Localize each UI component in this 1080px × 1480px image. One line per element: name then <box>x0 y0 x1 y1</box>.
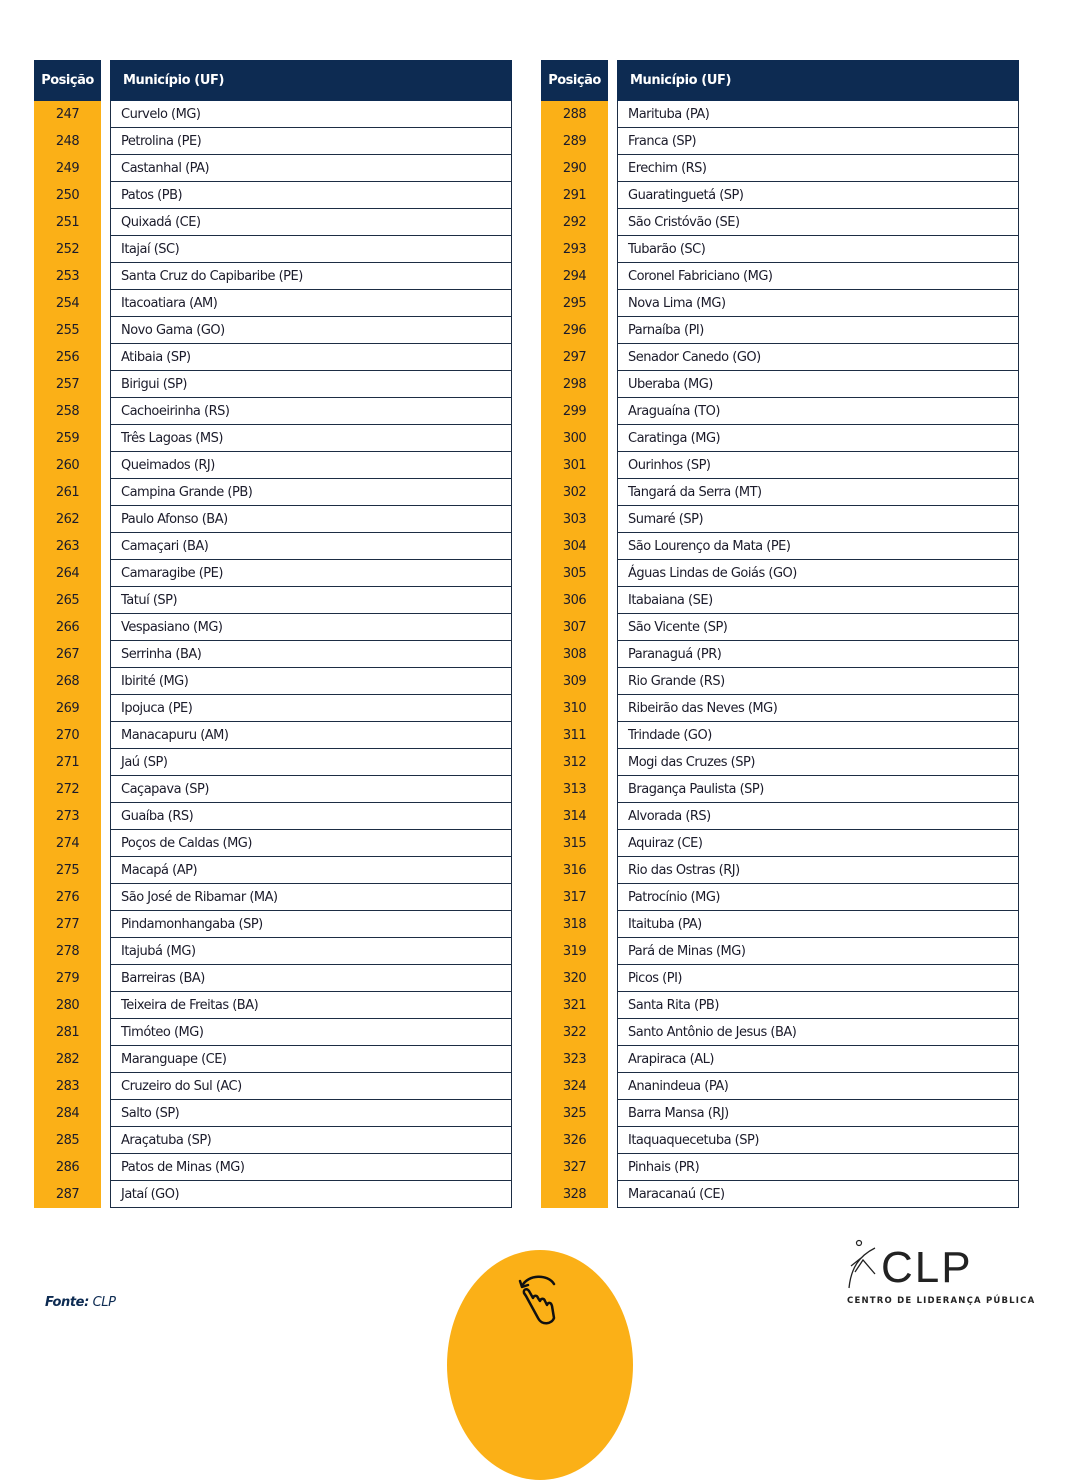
position-cell: 273 <box>34 803 101 830</box>
municipality-cell: Trindade (GO) <box>617 722 1019 749</box>
position-cell: 305 <box>541 560 608 587</box>
municipality-cell: Pindamonhangaba (SP) <box>110 911 512 938</box>
municipality-cell: Macapá (AP) <box>110 857 512 884</box>
municipality-cell: Birigui (SP) <box>110 371 512 398</box>
table-row <box>34 614 512 641</box>
municipality-cell: Uberaba (MG) <box>617 371 1019 398</box>
table-row <box>541 128 1019 155</box>
municipality-cell: Itabaiana (SE) <box>617 587 1019 614</box>
municipality-cell: Patos de Minas (MG) <box>110 1154 512 1181</box>
logo-subtitle: CENTRO DE LIDERANÇA PÚBLICA <box>847 1296 1036 1306</box>
position-cell: 271 <box>34 749 101 776</box>
position-cell: 316 <box>541 857 608 884</box>
table-row <box>541 695 1019 722</box>
position-cell: 262 <box>34 506 101 533</box>
position-cell: 301 <box>541 452 608 479</box>
table-row <box>34 911 512 938</box>
position-cell: 265 <box>34 587 101 614</box>
position-cell: 320 <box>541 965 608 992</box>
position-cell: 252 <box>34 236 101 263</box>
table-row <box>541 344 1019 371</box>
table-row <box>34 668 512 695</box>
municipality-cell: Parnaíba (PI) <box>617 317 1019 344</box>
header-position: Posição <box>34 60 101 101</box>
position-cell: 274 <box>34 830 101 857</box>
municipality-cell: Santo Antônio de Jesus (BA) <box>617 1019 1019 1046</box>
table-row <box>34 992 512 1019</box>
hand-swipe-icon <box>508 1272 568 1332</box>
table-row <box>34 749 512 776</box>
table-row <box>541 371 1019 398</box>
municipality-cell: Maracanaú (CE) <box>617 1181 1019 1208</box>
municipality-cell: Barreiras (BA) <box>110 965 512 992</box>
municipality-cell: Arapiraca (AL) <box>617 1046 1019 1073</box>
position-cell: 319 <box>541 938 608 965</box>
position-cell: 314 <box>541 803 608 830</box>
table-row <box>34 155 512 182</box>
header-municipality: Município (UF) <box>617 60 1019 101</box>
municipality-cell: Caratinga (MG) <box>617 425 1019 452</box>
table-row <box>34 560 512 587</box>
position-cell: 250 <box>34 182 101 209</box>
municipality-cell: Salto (SP) <box>110 1100 512 1127</box>
table-row <box>34 101 512 128</box>
municipality-cell: Guaratinguetá (SP) <box>617 182 1019 209</box>
position-cell: 281 <box>34 1019 101 1046</box>
position-cell: 298 <box>541 371 608 398</box>
header-position: Posição <box>541 60 608 101</box>
table-header <box>541 60 1019 101</box>
table-row <box>541 560 1019 587</box>
position-cell: 327 <box>541 1154 608 1181</box>
table-row <box>541 830 1019 857</box>
table-row <box>34 263 512 290</box>
table-row <box>541 992 1019 1019</box>
position-cell: 308 <box>541 641 608 668</box>
position-cell: 312 <box>541 749 608 776</box>
table-row <box>541 209 1019 236</box>
municipality-cell: Paulo Afonso (BA) <box>110 506 512 533</box>
table-row <box>541 1181 1019 1208</box>
position-cell: 270 <box>34 722 101 749</box>
municipality-cell: Ananindeua (PA) <box>617 1073 1019 1100</box>
municipality-cell: Picos (PI) <box>617 965 1019 992</box>
table-row <box>34 209 512 236</box>
table-row <box>541 911 1019 938</box>
position-cell: 325 <box>541 1100 608 1127</box>
position-cell: 285 <box>34 1127 101 1154</box>
table-row <box>541 749 1019 776</box>
table-row <box>34 182 512 209</box>
ranking-table-left <box>34 60 512 1208</box>
table-row <box>34 317 512 344</box>
position-cell: 254 <box>34 290 101 317</box>
position-cell: 291 <box>541 182 608 209</box>
municipality-cell: Caçapava (SP) <box>110 776 512 803</box>
table-row <box>541 965 1019 992</box>
header-municipality: Município (UF) <box>110 60 512 101</box>
municipality-cell: Senador Canedo (GO) <box>617 344 1019 371</box>
table-row <box>34 830 512 857</box>
position-cell: 300 <box>541 425 608 452</box>
table-row <box>541 506 1019 533</box>
table-row <box>541 1073 1019 1100</box>
table-row <box>34 965 512 992</box>
municipality-cell: Ibirité (MG) <box>110 668 512 695</box>
municipality-cell: Ipojuca (PE) <box>110 695 512 722</box>
municipality-cell: Queimados (RJ) <box>110 452 512 479</box>
position-cell: 276 <box>34 884 101 911</box>
table-row <box>541 1100 1019 1127</box>
position-cell: 279 <box>34 965 101 992</box>
municipality-cell: Rio das Ostras (RJ) <box>617 857 1019 884</box>
table-row <box>541 533 1019 560</box>
position-cell: 267 <box>34 641 101 668</box>
table-row <box>34 776 512 803</box>
table-row <box>541 1019 1019 1046</box>
table-row <box>34 1181 512 1208</box>
position-cell: 310 <box>541 695 608 722</box>
municipality-cell: Patrocínio (MG) <box>617 884 1019 911</box>
position-cell: 251 <box>34 209 101 236</box>
position-cell: 328 <box>541 1181 608 1208</box>
municipality-cell: São Vicente (SP) <box>617 614 1019 641</box>
table-row <box>541 857 1019 884</box>
municipality-cell: Cachoeirinha (RS) <box>110 398 512 425</box>
table-row <box>34 506 512 533</box>
position-cell: 275 <box>34 857 101 884</box>
municipality-cell: Guaíba (RS) <box>110 803 512 830</box>
table-row <box>34 803 512 830</box>
position-cell: 309 <box>541 668 608 695</box>
table-row <box>541 1127 1019 1154</box>
position-cell: 263 <box>34 533 101 560</box>
position-cell: 293 <box>541 236 608 263</box>
municipality-cell: Tangará da Serra (MT) <box>617 479 1019 506</box>
position-cell: 326 <box>541 1127 608 1154</box>
municipality-cell: Jataí (GO) <box>110 1181 512 1208</box>
table-row <box>541 1154 1019 1181</box>
table-row <box>541 182 1019 209</box>
position-cell: 302 <box>541 479 608 506</box>
table-row <box>541 614 1019 641</box>
municipality-cell: Manacapuru (AM) <box>110 722 512 749</box>
position-cell: 303 <box>541 506 608 533</box>
table-row <box>34 344 512 371</box>
table-row <box>34 1127 512 1154</box>
position-cell: 280 <box>34 992 101 1019</box>
municipality-cell: Marituba (PA) <box>617 101 1019 128</box>
table-row <box>541 452 1019 479</box>
position-cell: 272 <box>34 776 101 803</box>
table-row <box>541 425 1019 452</box>
municipality-cell: Atibaia (SP) <box>110 344 512 371</box>
municipality-cell: Camaçari (BA) <box>110 533 512 560</box>
position-cell: 289 <box>541 128 608 155</box>
table-row <box>34 1154 512 1181</box>
position-cell: 284 <box>34 1100 101 1127</box>
table-header <box>34 60 512 101</box>
municipality-cell: Alvorada (RS) <box>617 803 1019 830</box>
position-cell: 259 <box>34 425 101 452</box>
table-row <box>34 479 512 506</box>
table-row <box>541 290 1019 317</box>
position-cell: 286 <box>34 1154 101 1181</box>
municipality-cell: Camaragibe (PE) <box>110 560 512 587</box>
position-cell: 248 <box>34 128 101 155</box>
table-row <box>541 101 1019 128</box>
position-cell: 264 <box>34 560 101 587</box>
table-row <box>541 1046 1019 1073</box>
municipality-cell: São José de Ribamar (MA) <box>110 884 512 911</box>
position-cell: 297 <box>541 344 608 371</box>
position-cell: 258 <box>34 398 101 425</box>
position-cell: 304 <box>541 533 608 560</box>
table-row <box>34 857 512 884</box>
position-cell: 249 <box>34 155 101 182</box>
position-cell: 283 <box>34 1073 101 1100</box>
municipality-cell: Nova Lima (MG) <box>617 290 1019 317</box>
municipality-cell: Mogi das Cruzes (SP) <box>617 749 1019 776</box>
table-row <box>541 236 1019 263</box>
position-cell: 256 <box>34 344 101 371</box>
municipality-cell: Jaú (SP) <box>110 749 512 776</box>
municipality-cell: Timóteo (MG) <box>110 1019 512 1046</box>
table-row <box>541 479 1019 506</box>
table-row <box>34 641 512 668</box>
position-cell: 282 <box>34 1046 101 1073</box>
position-cell: 253 <box>34 263 101 290</box>
municipality-cell: São Cristóvão (SE) <box>617 209 1019 236</box>
municipality-cell: Pará de Minas (MG) <box>617 938 1019 965</box>
table-row <box>34 452 512 479</box>
municipality-cell: Araçatuba (SP) <box>110 1127 512 1154</box>
municipality-cell: Itajaí (SC) <box>110 236 512 263</box>
position-cell: 307 <box>541 614 608 641</box>
table-row <box>541 884 1019 911</box>
table-row <box>541 641 1019 668</box>
municipality-cell: Ourinhos (SP) <box>617 452 1019 479</box>
municipality-cell: Tubarão (SC) <box>617 236 1019 263</box>
table-row <box>541 263 1019 290</box>
municipality-cell: Itaquaquecetuba (SP) <box>617 1127 1019 1154</box>
position-cell: 287 <box>34 1181 101 1208</box>
municipality-cell: Pinhais (PR) <box>617 1154 1019 1181</box>
position-cell: 278 <box>34 938 101 965</box>
municipality-cell: Serrinha (BA) <box>110 641 512 668</box>
position-cell: 315 <box>541 830 608 857</box>
position-cell: 311 <box>541 722 608 749</box>
position-cell: 299 <box>541 398 608 425</box>
table-row <box>34 371 512 398</box>
position-cell: 257 <box>34 371 101 398</box>
position-cell: 247 <box>34 101 101 128</box>
municipality-cell: Santa Cruz do Capibaribe (PE) <box>110 263 512 290</box>
table-row <box>34 722 512 749</box>
municipality-cell: Franca (SP) <box>617 128 1019 155</box>
position-cell: 292 <box>541 209 608 236</box>
municipality-cell: Sumaré (SP) <box>617 506 1019 533</box>
table-row <box>34 884 512 911</box>
table-row <box>34 938 512 965</box>
position-cell: 296 <box>541 317 608 344</box>
municipality-cell: Águas Lindas de Goiás (GO) <box>617 560 1019 587</box>
municipality-cell: Campina Grande (PB) <box>110 479 512 506</box>
position-cell: 266 <box>34 614 101 641</box>
municipality-cell: Erechim (RS) <box>617 155 1019 182</box>
municipality-cell: Itaituba (PA) <box>617 911 1019 938</box>
table-row <box>34 695 512 722</box>
position-cell: 261 <box>34 479 101 506</box>
municipality-cell: Ribeirão das Neves (MG) <box>617 695 1019 722</box>
ranking-table-right <box>541 60 1019 1208</box>
table-row <box>541 668 1019 695</box>
table-row <box>541 776 1019 803</box>
table-row <box>541 803 1019 830</box>
table-row <box>541 155 1019 182</box>
table-row <box>34 128 512 155</box>
table-row <box>34 1046 512 1073</box>
position-cell: 255 <box>34 317 101 344</box>
table-row <box>34 1019 512 1046</box>
municipality-cell: Maranguape (CE) <box>110 1046 512 1073</box>
position-cell: 321 <box>541 992 608 1019</box>
municipality-cell: Patos (PB) <box>110 182 512 209</box>
municipality-cell: Quixadá (CE) <box>110 209 512 236</box>
position-cell: 269 <box>34 695 101 722</box>
source-value: CLP <box>92 1295 116 1310</box>
position-cell: 313 <box>541 776 608 803</box>
municipality-cell: Cruzeiro do Sul (AC) <box>110 1073 512 1100</box>
municipality-cell: Araguaína (TO) <box>617 398 1019 425</box>
table-row <box>34 533 512 560</box>
table-row <box>541 722 1019 749</box>
table-row <box>541 317 1019 344</box>
municipality-cell: Castanhal (PA) <box>110 155 512 182</box>
position-cell: 290 <box>541 155 608 182</box>
municipality-cell: Coronel Fabriciano (MG) <box>617 263 1019 290</box>
municipality-cell: Poços de Caldas (MG) <box>110 830 512 857</box>
position-cell: 317 <box>541 884 608 911</box>
source-label: Fonte: <box>45 1295 89 1310</box>
municipality-cell: Novo Gama (GO) <box>110 317 512 344</box>
municipality-cell: Curvelo (MG) <box>110 101 512 128</box>
municipality-cell: Santa Rita (PB) <box>617 992 1019 1019</box>
logo-text: CLP <box>881 1243 973 1292</box>
table-row <box>34 398 512 425</box>
municipality-cell: Três Lagoas (MS) <box>110 425 512 452</box>
position-cell: 277 <box>34 911 101 938</box>
table-row <box>34 236 512 263</box>
position-cell: 324 <box>541 1073 608 1100</box>
table-row <box>541 938 1019 965</box>
table-row <box>34 1100 512 1127</box>
table-row <box>541 587 1019 614</box>
municipality-cell: Aquiraz (CE) <box>617 830 1019 857</box>
municipality-cell: Barra Mansa (RJ) <box>617 1100 1019 1127</box>
table-row <box>34 587 512 614</box>
clp-logo <box>845 1238 1027 1294</box>
position-cell: 288 <box>541 101 608 128</box>
position-cell: 306 <box>541 587 608 614</box>
municipality-cell: Itajubá (MG) <box>110 938 512 965</box>
table-row <box>34 1073 512 1100</box>
municipality-cell: Bragança Paulista (SP) <box>617 776 1019 803</box>
municipality-cell: São Lourenço da Mata (PE) <box>617 533 1019 560</box>
position-cell: 318 <box>541 911 608 938</box>
position-cell: 268 <box>34 668 101 695</box>
table-row <box>541 398 1019 425</box>
position-cell: 260 <box>34 452 101 479</box>
municipality-cell: Itacoatiara (AM) <box>110 290 512 317</box>
position-cell: 295 <box>541 290 608 317</box>
municipality-cell: Teixeira de Freitas (BA) <box>110 992 512 1019</box>
position-cell: 323 <box>541 1046 608 1073</box>
position-cell: 322 <box>541 1019 608 1046</box>
position-cell: 294 <box>541 263 608 290</box>
municipality-cell: Tatuí (SP) <box>110 587 512 614</box>
municipality-cell: Petrolina (PE) <box>110 128 512 155</box>
table-row <box>34 425 512 452</box>
table-row <box>34 290 512 317</box>
source-note <box>45 1295 116 1310</box>
municipality-cell: Vespasiano (MG) <box>110 614 512 641</box>
municipality-cell: Rio Grande (RS) <box>617 668 1019 695</box>
municipality-cell: Paranaguá (PR) <box>617 641 1019 668</box>
